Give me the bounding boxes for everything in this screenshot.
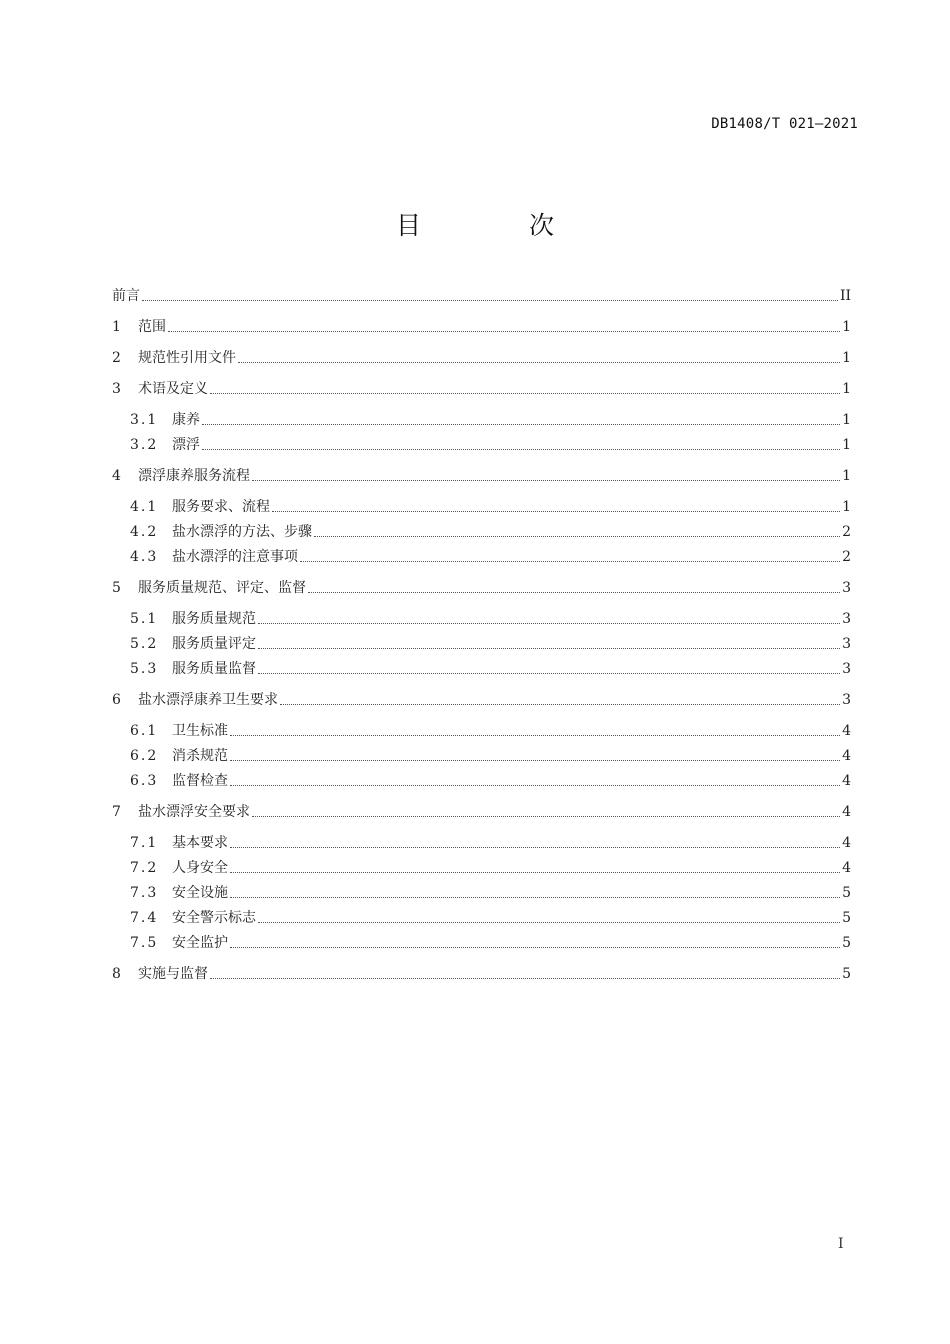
toc-page: 3 <box>842 611 851 627</box>
toc-entry-4-2[interactable] <box>130 521 851 543</box>
toc-entry-7-5[interactable] <box>130 932 851 954</box>
toc-label: 服务要求、流程 <box>172 499 270 515</box>
toc-leader <box>202 448 840 450</box>
toc-label: 盐水漂浮康养卫生要求 <box>138 692 278 708</box>
toc-page: 5 <box>842 966 851 982</box>
toc-entry-2[interactable] <box>112 347 851 369</box>
toc-number: 7 <box>112 804 121 820</box>
toc-label: 安全设施 <box>172 885 228 901</box>
page-title: 目 次 <box>396 211 604 240</box>
toc-entry-7-3[interactable] <box>130 882 851 904</box>
toc-label: 实施与监督 <box>138 966 208 982</box>
toc-page: 1 <box>842 350 851 366</box>
toc-number: 7.5 <box>130 935 159 951</box>
toc-page: 1 <box>842 437 851 453</box>
toc-number: 4 <box>112 468 121 484</box>
toc-label: 人身安全 <box>172 860 228 876</box>
toc-entry-4[interactable] <box>112 465 851 487</box>
toc-leader <box>258 672 840 674</box>
toc-page: 5 <box>842 935 851 951</box>
toc-number: 5 <box>112 580 121 596</box>
toc-page: 3 <box>842 661 851 677</box>
toc-number: 7.2 <box>130 860 159 876</box>
toc-number: 4.1 <box>130 499 159 515</box>
toc-entry-5-2[interactable] <box>130 633 851 655</box>
toc-page: II <box>839 288 851 304</box>
toc-entry-8[interactable] <box>112 963 851 985</box>
toc-entry-6[interactable] <box>112 689 851 711</box>
toc-leader <box>230 784 840 786</box>
toc-entry-7-1[interactable] <box>130 832 851 854</box>
toc-page: 4 <box>842 773 851 789</box>
toc-page: 4 <box>842 723 851 739</box>
toc-number: 7.3 <box>130 885 159 901</box>
toc-number: 3 <box>112 381 121 397</box>
toc-leader <box>308 591 840 593</box>
document-code: DB1408/T 021—2021 <box>711 116 858 132</box>
toc-leader <box>258 921 840 923</box>
toc-leader <box>202 423 840 425</box>
toc-leader <box>210 392 840 394</box>
toc-number: 1 <box>112 319 121 335</box>
toc-label: 漂浮康养服务流程 <box>138 468 250 484</box>
toc-entry-4-3[interactable] <box>130 546 851 568</box>
toc-entry-7-2[interactable] <box>130 857 851 879</box>
toc-number: 6.1 <box>130 723 159 739</box>
toc-label: 康养 <box>172 412 200 428</box>
toc-label: 服务质量规范、评定、监督 <box>138 580 306 596</box>
toc-entry-7-4[interactable] <box>130 907 851 929</box>
toc-label: 服务质量监督 <box>172 661 256 677</box>
toc-label: 卫生标准 <box>172 723 228 739</box>
toc-leader <box>230 734 840 736</box>
toc-label: 前言 <box>112 288 140 304</box>
toc-page: 2 <box>842 524 851 540</box>
toc-page: 1 <box>842 319 851 335</box>
toc-page: 3 <box>842 580 851 596</box>
toc-number: 7.1 <box>130 835 159 851</box>
toc-label: 安全监护 <box>172 935 228 951</box>
toc-label: 盐水漂浮的方法、步骤 <box>172 524 312 540</box>
toc-entry-3[interactable] <box>112 378 851 400</box>
toc-entry-6-1[interactable] <box>130 720 851 742</box>
toc-entry-5-3[interactable] <box>130 658 851 680</box>
toc-leader <box>230 759 840 761</box>
toc-leader <box>142 299 838 301</box>
toc-leader <box>230 896 840 898</box>
toc-number: 8 <box>112 966 121 982</box>
toc-page: 4 <box>842 835 851 851</box>
toc-number: 4.3 <box>130 549 159 565</box>
toc-entry-6-3[interactable] <box>130 770 851 792</box>
toc-leader <box>230 946 840 948</box>
toc-page: 5 <box>842 910 851 926</box>
toc-label: 盐水漂浮安全要求 <box>138 804 250 820</box>
toc-leader <box>252 815 840 817</box>
toc-number: 6 <box>112 692 121 708</box>
toc-page: 4 <box>842 748 851 764</box>
toc-leader <box>210 977 840 979</box>
toc-number: 5.2 <box>130 636 159 652</box>
toc-number: 5.3 <box>130 661 159 677</box>
toc-leader <box>230 846 840 848</box>
toc-label: 服务质量规范 <box>172 611 256 627</box>
toc-label: 规范性引用文件 <box>138 350 236 366</box>
toc-label: 术语及定义 <box>138 381 208 397</box>
toc-page: 2 <box>842 549 851 565</box>
toc-entry-foreword[interactable] <box>112 285 851 307</box>
toc-leader <box>258 647 840 649</box>
toc-label: 盐水漂浮的注意事项 <box>172 549 298 565</box>
toc-number: 6.2 <box>130 748 159 764</box>
toc-label: 范围 <box>138 319 166 335</box>
toc-entry-3-1[interactable] <box>130 409 851 431</box>
toc-entry-7[interactable] <box>112 801 851 823</box>
toc-page: 1 <box>842 499 851 515</box>
toc-number: 7.4 <box>130 910 159 926</box>
toc-number: 5.1 <box>130 611 159 627</box>
toc-page: 3 <box>842 692 851 708</box>
toc-entry-4-1[interactable] <box>130 496 851 518</box>
toc-page: 4 <box>842 860 851 876</box>
toc-leader <box>272 510 840 512</box>
toc-number: 3.1 <box>130 412 159 428</box>
page-number: I <box>838 1236 844 1252</box>
toc-entry-6-2[interactable] <box>130 745 851 767</box>
toc-label: 消杀规范 <box>172 748 228 764</box>
toc-leader <box>238 361 840 363</box>
toc-entry-3-2[interactable] <box>130 434 851 456</box>
toc-leader <box>168 330 840 332</box>
toc-leader <box>252 479 840 481</box>
toc-label: 安全警示标志 <box>172 910 256 926</box>
toc-page: 1 <box>842 412 851 428</box>
toc-page: 1 <box>842 381 851 397</box>
toc-leader <box>258 622 840 624</box>
toc-number: 4.2 <box>130 524 159 540</box>
toc-page: 3 <box>842 636 851 652</box>
toc-entry-1[interactable] <box>112 316 851 338</box>
toc-number: 6.3 <box>130 773 159 789</box>
toc-page: 4 <box>842 804 851 820</box>
toc-leader <box>314 535 840 537</box>
toc-label: 漂浮 <box>172 437 200 453</box>
toc-label: 监督检查 <box>172 773 228 789</box>
toc-leader <box>280 703 840 705</box>
toc-entry-5[interactable] <box>112 577 851 599</box>
toc-label: 服务质量评定 <box>172 636 256 652</box>
toc-entry-5-1[interactable] <box>130 608 851 630</box>
toc-label: 基本要求 <box>172 835 228 851</box>
toc-leader <box>230 871 840 873</box>
toc-number: 2 <box>112 350 121 366</box>
toc-page: 1 <box>842 468 851 484</box>
toc-leader <box>300 560 840 562</box>
toc-page: 5 <box>842 885 851 901</box>
toc-number: 3.2 <box>130 437 159 453</box>
